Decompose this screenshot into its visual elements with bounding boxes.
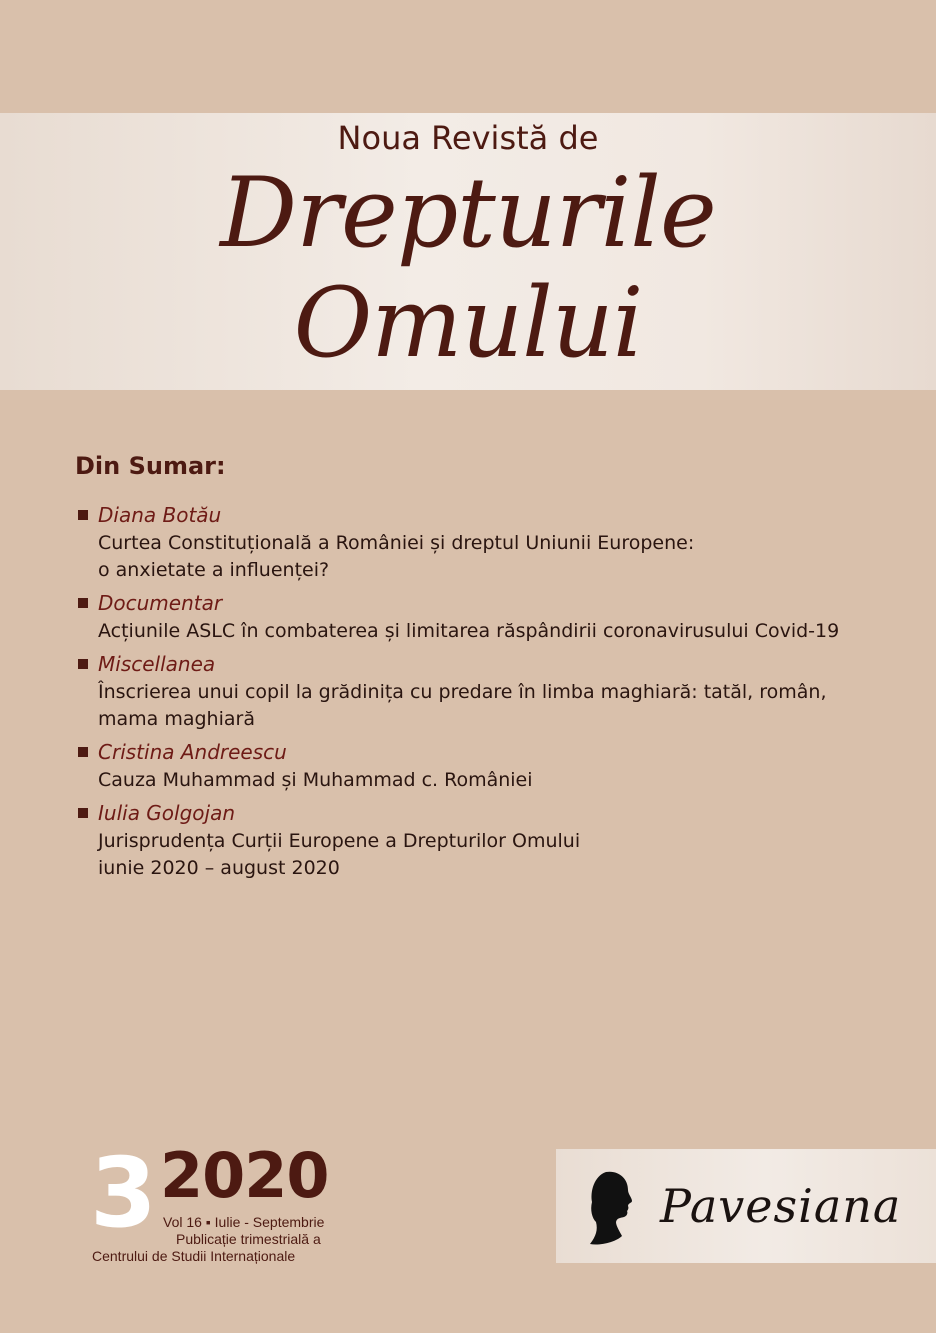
toc-entry-title: Cauza Muhammad și Muhammad c. României (98, 769, 533, 791)
bullet-icon (78, 510, 88, 520)
toc-entry-author: Diana Botău (98, 503, 222, 527)
journal-title-line2: Omului (293, 267, 643, 379)
publication-line-2: Centrului de Studii Internaționale (92, 1248, 296, 1264)
journal-kicker: Noua Revistă de (337, 119, 599, 157)
bullet-icon (78, 659, 88, 669)
toc-heading: Din Sumar: (75, 452, 226, 480)
toc-entry-author: Cristina Andreescu (98, 740, 287, 764)
bullet-icon (78, 747, 88, 757)
toc-entry-title: Acțiunile ASLC în combaterea și limitarea răspândirii coronavirusului Covid-19 (98, 620, 840, 642)
volume-line: Vol 16 ▪ Iulie - Septembrie (163, 1214, 325, 1230)
publisher-name: Pavesiana (660, 1179, 902, 1233)
toc-entry (78, 737, 918, 794)
toc-entry-title: Înscrierea unui copil la grădinița cu predare în limba maghiară: tatăl, român, mama maghiară (98, 681, 827, 730)
toc-entry-author: Iulia Golgojan (98, 801, 236, 825)
silhouette-icon (586, 1170, 636, 1246)
toc-entry-author: Documentar (98, 591, 223, 615)
toc-entry (78, 588, 918, 645)
toc-entry-author: Miscellanea (98, 652, 216, 676)
issue-number: 3 (90, 1137, 157, 1249)
toc-entry-title: Curtea Constituțională a României și dreptul Uniunii Europene: o anxietate a influenței? (98, 532, 695, 581)
issue-year: 2020 (160, 1139, 329, 1212)
toc-entry (78, 649, 918, 733)
bullet-icon (78, 808, 88, 818)
toc-list (78, 500, 918, 886)
toc-entry (78, 798, 918, 882)
journal-title-line1: Drepturile (220, 157, 716, 269)
toc-entry (78, 500, 918, 584)
publication-line-1: Publicație trimestrială a (176, 1231, 321, 1247)
bullet-icon (78, 598, 88, 608)
toc-entry-title: Jurisprudența Curții Europene a Drepturilor Omului iunie 2020 – august 2020 (98, 830, 581, 879)
